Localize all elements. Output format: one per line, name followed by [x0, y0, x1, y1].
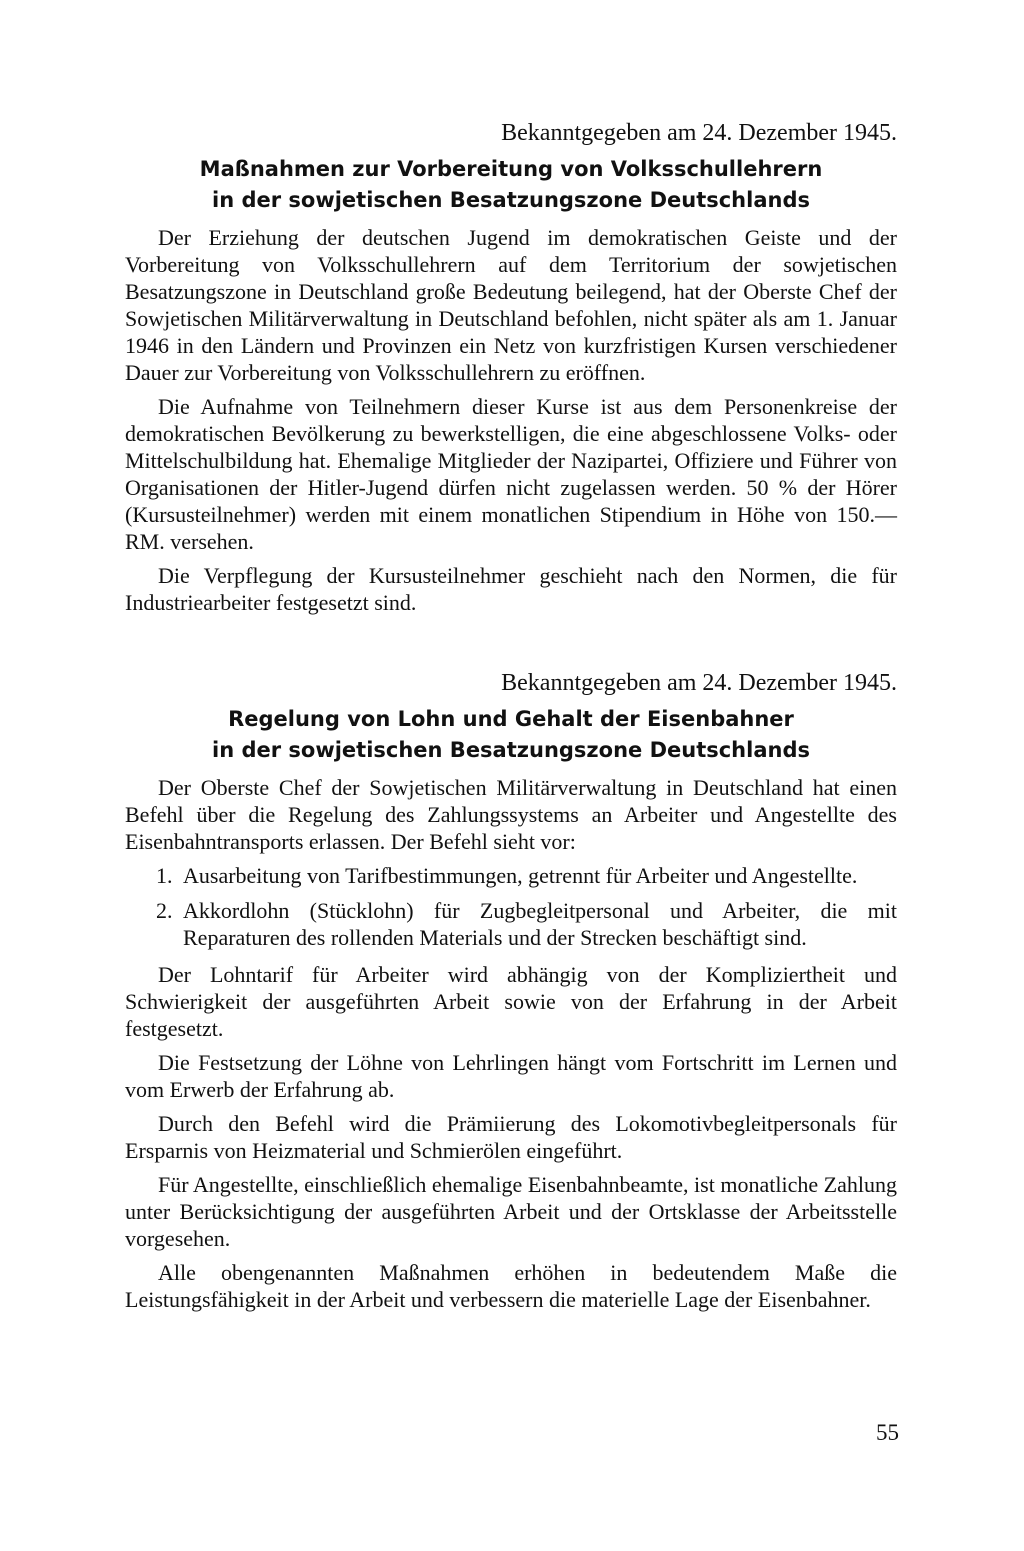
- list-item: [125, 897, 897, 951]
- paragraph: Die Festsetzung der Löhne von Lehrlingen hängt vom Fortschritt im Lernen und vom Erwerb der Erfahrung ab.: [125, 1050, 897, 1102]
- paragraph: Die Verpflegung der Kursusteilnehmer geschieht nach den Normen, die für Industriearbeiter festgesetzt sind.: [125, 563, 897, 615]
- page-number: 55: [876, 1420, 899, 1445]
- document-page: [125, 118, 897, 1320]
- section-title: [125, 154, 897, 216]
- list-item-text: Akkordlohn (Stücklohn) für Zugbegleitpersonal und Arbeiter, die mit Reparaturen des rollenden Materials und der Strecken beschäftigt sind.: [183, 898, 897, 950]
- list-item-text: Ausarbeitung von Tarifbestimmungen, getrennt für Arbeiter und Angestellte.: [183, 863, 858, 888]
- paragraph: Die Aufnahme von Teilnehmern dieser Kurse ist aus dem Personenkreise der demokratischen Bevölkerung zu bewerkstelligen, die eine abgeschlossene Volks- oder Mittelschulbildung hat. Ehemalige Mitglieder der Nazipartei, Offiziere und Führer von Organisationen der Hitler-Jugend dürfen nicht zugelassen werden. 50 % der Hörer (Kursusteilnehmer) werden mit einem monatlichen Stipendium in Höhe von 150.— RM. versehen.: [125, 394, 897, 554]
- order-provisions-list: [125, 862, 897, 951]
- section-title-line-2: in der sowjetischen Besatzungszone Deutschlands: [212, 188, 810, 212]
- paragraph: Der Erziehung der deutschen Jugend im demokratischen Geiste und der Vorbereitung von Volksschullehrern auf dem Territorium der sowjetischen Besatzungszone in Deutschland große Bedeutung beilegend, hat der Oberste Chef der Sowjetischen Militärverwaltung in Deutschland befohlen, nicht später als am 1. Januar 1946 in den Ländern und Provinzen ein Netz von kurzfristigen Kursen verschiedener Dauer zur Vorbereitung von Volksschullehrern zu eröffnen.: [125, 225, 897, 385]
- section-eisenbahner: [125, 668, 897, 1313]
- section-title-line-2: in der sowjetischen Besatzungszone Deutschlands: [212, 738, 810, 762]
- list-item-number: 1.: [156, 863, 173, 888]
- section-title-line-1: Regelung von Lohn und Gehalt der Eisenbahner: [228, 707, 794, 731]
- paragraph: Durch den Befehl wird die Prämiierung des Lokomotivbegleitpersonals für Ersparnis von Heizmaterial und Schmierölen eingeführt.: [125, 1111, 897, 1163]
- paragraph-intro: Der Oberste Chef der Sowjetischen Militärverwaltung in Deutschland hat einen Befehl über die Regelung des Zahlungssystems an Arbeiter und Angestellte des Eisenbahntransports erlassen. Der Befehl sieht vor:: [125, 775, 897, 854]
- paragraph: Alle obengenannten Maßnahmen erhöhen in bedeutendem Maße die Leistungsfähigkeit in der Arbeit und verbessern die materielle Lage der Eisenbahner.: [125, 1260, 897, 1312]
- list-item: [125, 862, 897, 889]
- list-item-number: 2.: [156, 898, 173, 923]
- paragraph: Für Angestellte, einschließlich ehemalige Eisenbahnbeamte, ist monatliche Zahlung unter Berücksichtigung der ausgeführten Arbeit und der Ortsklasse der Arbeitsstelle vorgesehen.: [125, 1172, 897, 1251]
- section-volksschullehrer: [125, 118, 897, 616]
- announcement-date: Bekanntgegeben am 24. Dezember 1945.: [501, 670, 897, 696]
- section-title: [125, 704, 897, 766]
- announcement-date: Bekanntgegeben am 24. Dezember 1945.: [501, 120, 897, 146]
- paragraph: Der Lohntarif für Arbeiter wird abhängig von der Kompliziertheit und Schwierigkeit der ausgeführten Arbeit sowie von der Erfahrung in der Arbeit festgesetzt.: [125, 962, 897, 1041]
- section-title-line-1: Maßnahmen zur Vorbereitung von Volksschullehrern: [199, 157, 823, 181]
